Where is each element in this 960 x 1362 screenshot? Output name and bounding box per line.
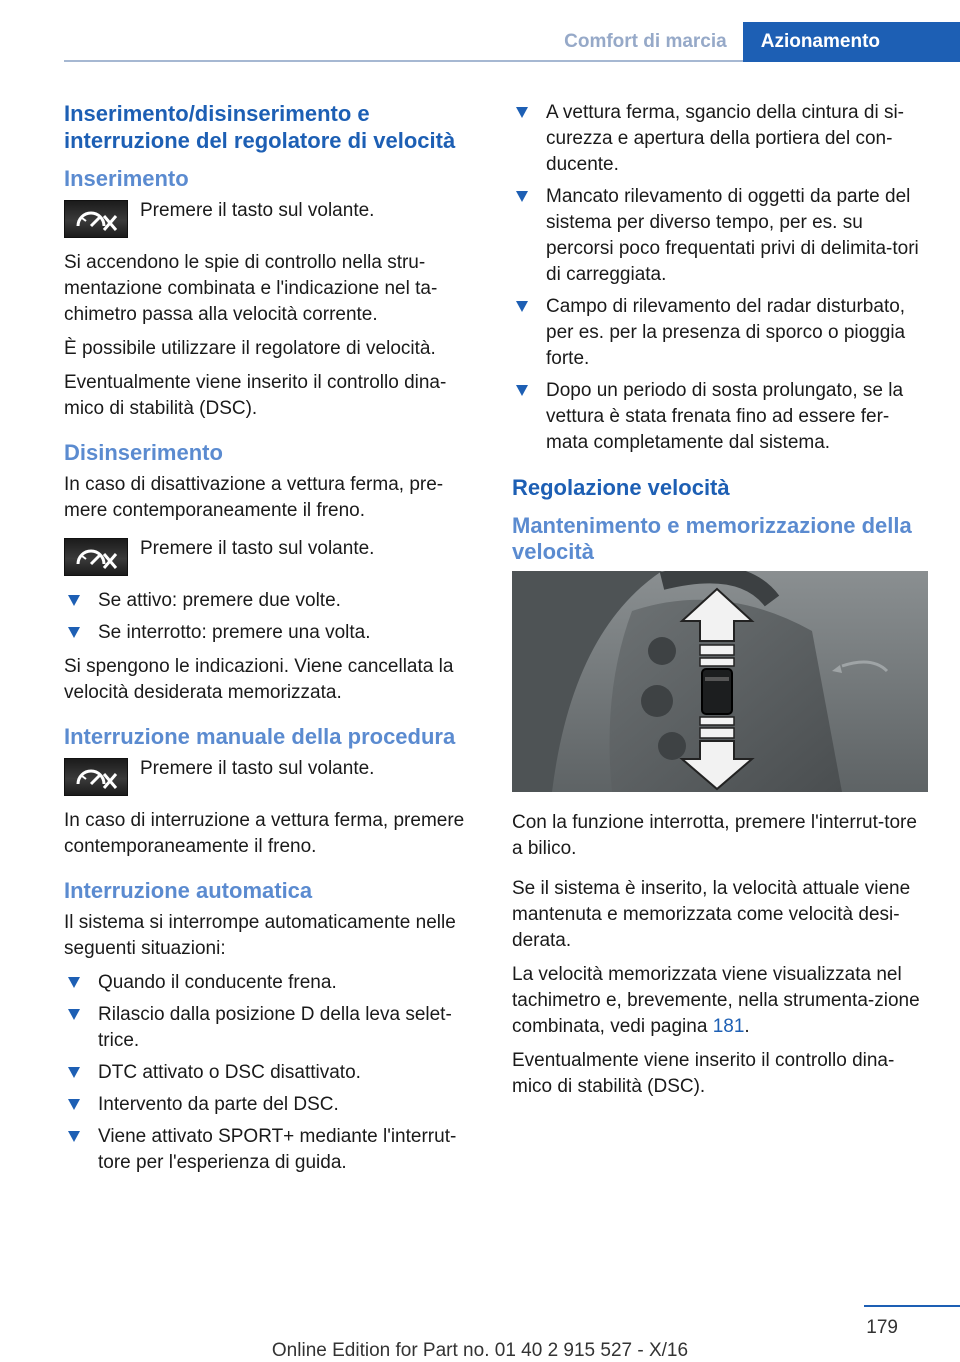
paragraph: Se il sistema è inserito, la velocità attuale viene mantenuta e memorizzata come velocità desi-derata. xyxy=(512,878,911,951)
instruction-text: Premere il tasto sul volante. xyxy=(140,538,375,559)
paragraph: Il sistema si interrompe automaticamente nelle seguenti situazioni: xyxy=(64,912,456,959)
footer-edition-text: Online Edition for Part no. 01 40 2 915 527 - X/16 xyxy=(271,1340,689,1361)
paragraph: La velocità memorizzata viene visualizzata nel tachimetro e, brevemente, nella strumenta-zione combinata, vedi pagina 181. xyxy=(512,964,920,1037)
footer-rule xyxy=(864,1305,960,1307)
page-header xyxy=(564,22,960,62)
triangle-bullet-icon xyxy=(68,1067,80,1078)
icon-row xyxy=(64,756,480,796)
instruction-text: Premere il tasto sul volante. xyxy=(140,200,375,221)
triangle-bullet-icon xyxy=(516,385,528,396)
list-item: Viene attivato SPORT+ mediante l'interrut-tore per l'esperienza di guida. xyxy=(64,1124,480,1176)
section-title: Regolazione velocità xyxy=(512,475,730,500)
triangle-bullet-icon xyxy=(68,1009,80,1020)
icon-row xyxy=(64,536,480,576)
header-chapter-tab: Azionamento xyxy=(743,22,960,62)
list-item: Se interrotto: premere una volta. xyxy=(64,620,480,646)
paragraph: Si spengono le indicazioni. Viene cancellata la velocità desiderata memorizzata. xyxy=(64,656,454,703)
right-column xyxy=(512,100,928,1108)
header-section-label: Comfort di marcia xyxy=(564,31,727,52)
cruise-control-button-icon xyxy=(64,758,128,796)
paragraph: Eventualmente viene inserito il controllo dina-mico di stabilità (DSC). xyxy=(64,372,447,419)
triangle-bullet-icon xyxy=(68,1131,80,1142)
paragraph: In caso di disattivazione a vettura ferma, pre-mere contemporaneamente il freno. xyxy=(64,474,444,521)
triangle-bullet-icon xyxy=(68,627,80,638)
cruise-control-button-icon xyxy=(64,538,128,576)
section-title: Inserimento/disinserimento e interruzione del regolatore di velocità xyxy=(64,101,456,153)
list-item: Quando il conducente frena. xyxy=(64,970,480,996)
instruction-text: Premere il tasto sul volante. xyxy=(140,758,375,779)
triangle-bullet-icon xyxy=(68,977,80,988)
heading-mantenimento: Mantenimento e memorizzazione della velocità xyxy=(512,513,912,564)
bullet-list xyxy=(512,100,928,456)
steering-wheel-rocker-switch-illustration xyxy=(512,571,928,792)
triangle-bullet-icon xyxy=(516,301,528,312)
list-item: Mancato rilevamento di oggetti da parte del sistema per diverso tempo, per es. su percorsi poco frequentati privi di delimita-tori di carreggiata. xyxy=(512,184,928,288)
icon-row xyxy=(64,198,480,238)
paragraph: In caso di interruzione a vettura ferma, premere contemporaneamente il freno. xyxy=(64,810,465,857)
bullet-list xyxy=(64,588,480,646)
triangle-bullet-icon xyxy=(68,595,80,606)
bullet-list xyxy=(64,970,480,1176)
triangle-bullet-icon xyxy=(516,107,528,118)
heading-disinserimento: Disinserimento xyxy=(64,440,223,465)
list-item: Intervento da parte del DSC. xyxy=(64,1092,480,1118)
list-item: A vettura ferma, sgancio della cintura di si-curezza e apertura della portiera del con-ducente. xyxy=(512,100,928,178)
page-reference-link[interactable]: 181 xyxy=(712,1016,745,1037)
paragraph: Si accendono le spie di controllo nella stru-mentazione combinata e l'indicazione nel ta-chimetro passa alla velocità corrente. xyxy=(64,252,438,325)
heading-inserimento: Inserimento xyxy=(64,166,189,191)
list-item: DTC attivato o DSC disattivato. xyxy=(64,1060,480,1086)
list-item: Se attivo: premere due volte. xyxy=(64,588,480,614)
heading-interruzione-automatica: Interruzione automatica xyxy=(64,878,313,903)
list-item: Campo di rilevamento del radar disturbato, per es. per la presenza di sporco o pioggia forte. xyxy=(512,294,928,372)
heading-interruzione-manuale: Interruzione manuale della procedura xyxy=(64,724,456,749)
list-item: Rilascio dalla posizione D della leva selet-trice. xyxy=(64,1002,480,1054)
page-number: 179 xyxy=(866,1317,898,1338)
paragraph: Eventualmente viene inserito il controllo dina-mico di stabilità (DSC). xyxy=(512,1050,895,1097)
paragraph: È possibile utilizzare il regolatore di velocità. xyxy=(64,338,436,359)
left-column xyxy=(64,100,480,1184)
triangle-bullet-icon xyxy=(516,191,528,202)
triangle-bullet-icon xyxy=(68,1099,80,1110)
list-item: Dopo un periodo di sosta prolungato, se la vettura è stata frenata fino ad essere fer-mata completamente dal sistema. xyxy=(512,378,928,456)
cruise-control-button-icon xyxy=(64,200,128,238)
paragraph: Con la funzione interrotta, premere l'interrut-tore a bilico. xyxy=(512,812,917,859)
